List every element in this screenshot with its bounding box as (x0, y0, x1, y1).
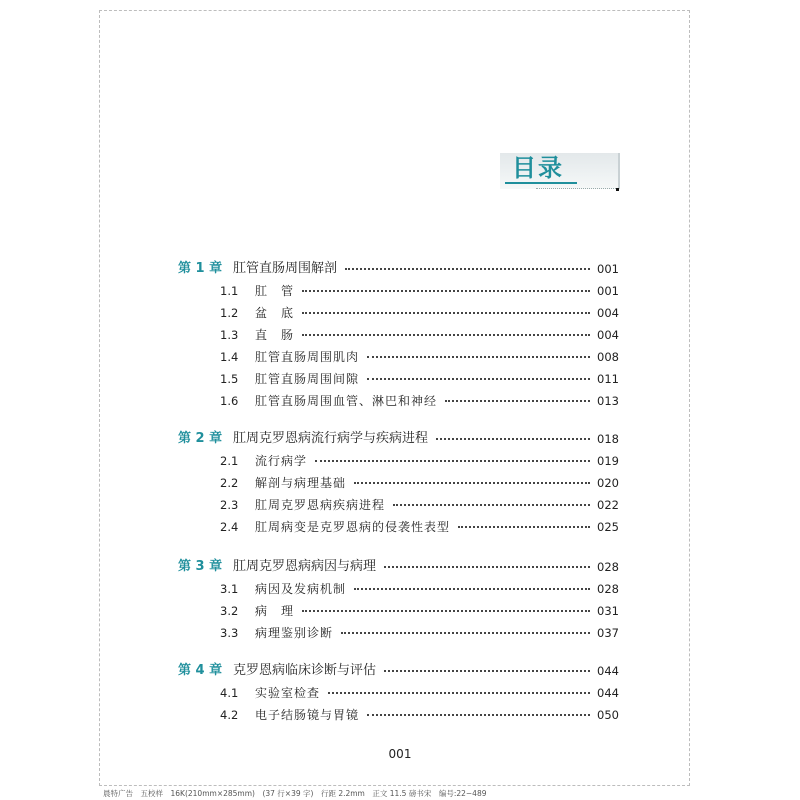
section-page: 001 (597, 284, 619, 298)
dot-leader (302, 312, 590, 314)
toc-section-row[interactable] (0, 390, 800, 412)
dot-leader (354, 482, 590, 484)
section-title: 病理鉴别诊断 (255, 626, 334, 640)
section-title: 肛管直肠周围肌肉 (255, 350, 360, 364)
toc-title-rule (536, 188, 616, 190)
section-number: 1.5 (220, 372, 239, 386)
section-title: 盆 底 (255, 306, 295, 320)
section-page: 022 (597, 498, 619, 512)
section-page: 004 (597, 328, 619, 342)
section-number: 2.2 (220, 476, 239, 490)
section-number: 1.2 (220, 306, 239, 320)
dot-leader (345, 268, 590, 270)
dot-leader (384, 670, 590, 672)
toc-section-row[interactable] (0, 704, 800, 726)
chapter-page: 001 (597, 262, 619, 276)
chapter-page: 028 (597, 560, 619, 574)
section-page: 044 (597, 686, 619, 700)
section-page: 019 (597, 454, 619, 468)
chapter-number: 第 3 章 (178, 559, 223, 574)
dot-leader (302, 334, 590, 336)
section-title: 病因及发病机制 (255, 582, 347, 596)
dot-leader (341, 632, 590, 634)
chapter-title: 肛周克罗恩病流行病学与疾病进程 (233, 431, 429, 446)
dot-leader (302, 610, 590, 612)
section-number: 4.1 (220, 686, 239, 700)
dot-leader (367, 356, 590, 358)
toc-chapter-row[interactable] (0, 660, 800, 682)
section-page: 004 (597, 306, 619, 320)
dot-leader (367, 714, 590, 716)
page-number: 001 (388, 747, 412, 761)
toc-section-row[interactable] (0, 494, 800, 516)
section-title: 肛周克罗恩病疾病进程 (255, 498, 386, 512)
section-title: 肛 管 (255, 284, 295, 298)
toc-chapter-row[interactable] (0, 428, 800, 450)
section-title: 流行病学 (255, 454, 308, 468)
section-page: 031 (597, 604, 619, 618)
toc-section-row[interactable] (0, 622, 800, 644)
section-page: 011 (597, 372, 619, 386)
section-number: 1.3 (220, 328, 239, 342)
section-title: 直 肠 (255, 328, 295, 342)
dot-leader (328, 692, 590, 694)
section-number: 3.3 (220, 626, 239, 640)
chapter-number: 第 4 章 (178, 663, 223, 678)
dot-leader (445, 400, 590, 402)
section-page: 050 (597, 708, 619, 722)
section-page: 037 (597, 626, 619, 640)
dot-leader (384, 566, 590, 568)
chapter-page: 018 (597, 432, 619, 446)
section-title: 解剖与病理基础 (255, 476, 347, 490)
dot-leader (315, 460, 590, 462)
section-title: 肛管直肠周围间隙 (255, 372, 360, 386)
section-title: 肛周病变是克罗恩病的侵袭性表型 (255, 520, 451, 534)
section-page: 020 (597, 476, 619, 490)
section-page: 028 (597, 582, 619, 596)
section-number: 1.6 (220, 394, 239, 408)
toc-section-row[interactable] (0, 516, 800, 538)
print-footer: 晨特广告 五校样 16K(210mm×285mm) (37 行×39 字) 行距 2.2mm 正文 11.5 磅书宋 编号:22−489 (103, 789, 487, 798)
section-number: 4.2 (220, 708, 239, 722)
toc-title-dot (616, 188, 619, 191)
toc-section-row[interactable] (0, 472, 800, 494)
toc-section-row[interactable] (0, 600, 800, 622)
section-title: 电子结肠镜与胃镜 (255, 708, 360, 722)
toc-title-underline (505, 182, 577, 184)
dot-leader (302, 290, 590, 292)
section-number: 2.3 (220, 498, 239, 512)
section-page: 008 (597, 350, 619, 364)
toc-chapter-row[interactable] (0, 556, 800, 578)
chapter-number: 第 1 章 (178, 261, 223, 276)
section-number: 1.1 (220, 284, 239, 298)
chapter-title: 肛周克罗恩病病因与病理 (233, 559, 377, 574)
section-title: 病 理 (255, 604, 295, 618)
section-title: 肛管直肠周围血管、淋巴和神经 (255, 394, 438, 408)
chapter-title: 肛管直肠周围解剖 (233, 261, 338, 276)
section-number: 2.4 (220, 520, 239, 534)
toc-section-row[interactable] (0, 450, 800, 472)
dot-leader (354, 588, 590, 590)
toc-chapter-row[interactable] (0, 258, 800, 280)
dot-leader (458, 526, 590, 528)
section-number: 2.1 (220, 454, 239, 468)
section-number: 3.2 (220, 604, 239, 618)
chapter-page: 044 (597, 664, 619, 678)
toc-section-row[interactable] (0, 346, 800, 368)
chapter-title: 克罗恩病临床诊断与评估 (233, 663, 377, 678)
chapter-number: 第 2 章 (178, 431, 223, 446)
toc-section-row[interactable] (0, 324, 800, 346)
dot-leader (393, 504, 590, 506)
section-page: 025 (597, 520, 619, 534)
section-number: 1.4 (220, 350, 239, 364)
toc-section-row[interactable] (0, 578, 800, 600)
toc-section-row[interactable] (0, 368, 800, 390)
toc-section-row[interactable] (0, 280, 800, 302)
section-number: 3.1 (220, 582, 239, 596)
section-title: 实验室检查 (255, 686, 321, 700)
dot-leader (436, 438, 590, 440)
dot-leader (367, 378, 590, 380)
section-page: 013 (597, 394, 619, 408)
toc-section-row[interactable] (0, 302, 800, 324)
toc-section-row[interactable] (0, 682, 800, 704)
toc-title: 目录 (512, 154, 564, 182)
